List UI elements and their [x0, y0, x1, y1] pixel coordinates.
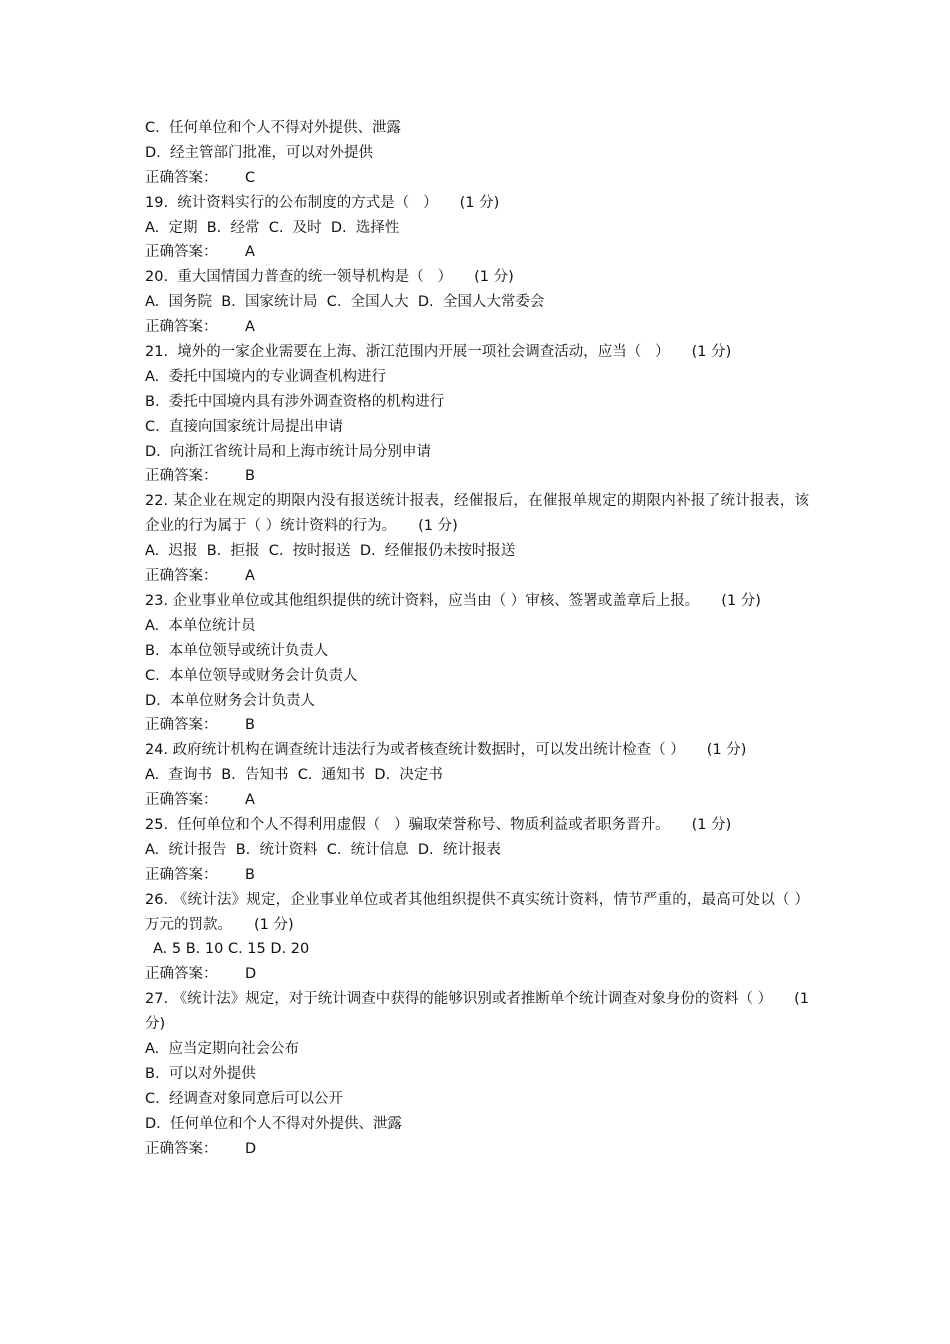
question-line	[145, 987, 809, 1037]
option-line: A. 迟报 B. 拒报 C. 按时报送 D. 经催报仍未按时报送	[145, 543, 516, 560]
question-line	[145, 888, 809, 938]
option-line: A. 5 B. 10 C. 15 D. 20	[153, 941, 310, 958]
option-line: C. 直接向国家统计局提出申请	[145, 418, 343, 435]
answer-value: A	[245, 319, 255, 336]
answer-line	[145, 962, 809, 987]
option-line: A. 应当定期向社会公布	[145, 1041, 299, 1058]
question-text: 21. 境外的一家企业需要在上海、浙江范围内开展一项社会调查活动，应当（ ）	[145, 344, 670, 361]
answer-line	[145, 166, 809, 191]
answer-value: B	[245, 717, 255, 734]
answer-line	[145, 1137, 809, 1162]
answer-line	[145, 240, 809, 265]
option-line: B. 委托中国境内具有涉外调查资格的机构进行	[145, 393, 445, 410]
answer-value: A	[245, 244, 255, 261]
option-line: A. 委托中国境内的专业调查机构进行	[145, 368, 386, 385]
option-line: A. 定期 B. 经常 C. 及时 D. 选择性	[145, 219, 400, 236]
question-line	[145, 489, 809, 539]
question-line	[145, 191, 809, 216]
answer-line	[145, 315, 809, 340]
option-line: B. 本单位领导或统计负责人	[145, 642, 329, 659]
option-line: D. 任何单位和个人不得对外提供、泄露	[145, 1115, 402, 1132]
option-line: C. 经调查对象同意后可以公开	[145, 1090, 343, 1107]
option-line: B. 可以对外提供	[145, 1065, 256, 1082]
question-points: (1 分)	[691, 344, 732, 361]
question-line	[145, 738, 809, 763]
answer-value: A	[245, 792, 255, 809]
answer-line	[145, 863, 809, 888]
question-line	[145, 265, 809, 290]
question-text: 20. 重大国情国力普查的统一领导机构是（ ）	[145, 269, 453, 286]
option-line: A. 查询书 B. 告知书 C. 通知书 D. 决定书	[145, 767, 443, 784]
option-line: D. 经主管部门批准，可以对外提供	[145, 144, 373, 161]
option-line: D. 本单位财务会计负责人	[145, 692, 315, 709]
option-line: A. 本单位统计员	[145, 617, 256, 634]
option-line: D. 向浙江省统计局和上海市统计局分别申请	[145, 443, 431, 460]
question-text: 19. 统计资料实行的公布制度的方式是（ ）	[145, 194, 438, 211]
question-line	[145, 340, 809, 365]
answer-label: 正确答案：	[145, 169, 218, 186]
option-line: C. 任何单位和个人不得对外提供、泄露	[145, 120, 401, 136]
question-points: (1 分)	[721, 592, 761, 609]
answer-label: 正确答案：	[145, 244, 218, 261]
answer-label: 正确答案：	[145, 717, 218, 734]
answer-value: B	[245, 468, 255, 485]
question-text: 25. 任何单位和个人不得利用虚假（ ）骗取荣誉称号、物质利益或者职务晋升。	[145, 817, 670, 833]
answer-label: 正确答案：	[145, 319, 218, 336]
question-line	[145, 589, 809, 614]
answer-label: 正确答案：	[145, 792, 218, 809]
answer-label: 正确答案：	[145, 866, 218, 883]
answer-label: 正确答案：	[145, 966, 218, 983]
answer-line	[145, 713, 809, 738]
question-line	[145, 813, 809, 838]
answer-value: C	[245, 169, 256, 186]
option-line: C. 本单位领导或财务会计负责人	[145, 667, 358, 684]
answer-line	[145, 564, 809, 589]
answer-value: B	[245, 866, 255, 883]
question-points: (1 分)	[254, 916, 294, 933]
question-points: (1 分)	[145, 991, 809, 1033]
answer-label: 正确答案：	[145, 568, 218, 585]
question-text: 24. 政府统计机构在调查统计违法行为或者核查统计数据时，可以发出统计检查（ ）	[145, 742, 685, 759]
question-points: (1 分)	[706, 742, 747, 759]
answer-value: A	[245, 568, 255, 585]
answer-value: D	[245, 966, 257, 983]
option-line: A. 统计报告 B. 统计资料 C. 统计信息 D. 统计报表	[145, 841, 501, 858]
question-text: 22. 某企业在规定的期限内没有报送统计报表，经催报后，在催报单规定的期限内补报了统计报表，该企业的行为属于（ ）统计资料的行为。	[145, 493, 809, 535]
answer-value: D	[245, 1140, 257, 1157]
question-text: 26. 《统计法》规定，企业事业单位或者其他组织提供不真实统计资料，情节严重的，最高可处以（ ）万元的罚款。	[145, 891, 809, 933]
answer-label: 正确答案：	[145, 468, 218, 485]
question-text: 27. 《统计法》规定，对于统计调查中获得的能够识别或者推断单个统计调查对象身份的资料（ ）	[145, 991, 773, 1008]
answer-label: 正确答案：	[145, 1140, 218, 1157]
question-points: (1 分)	[474, 269, 514, 286]
option-line: A. 国务院 B. 国家统计局 C. 全国人大 D. 全国人大常委会	[145, 294, 545, 311]
question-text: 23. 企业事业单位或其他组织提供的统计资料，应当由（ ）审核、签署或盖章后上报。	[145, 592, 700, 609]
exam-document	[145, 116, 809, 1162]
question-points: (1 分)	[459, 194, 500, 211]
answer-line	[145, 464, 809, 489]
question-points: (1 分)	[418, 518, 458, 535]
question-points: (1 分)	[691, 817, 732, 833]
answer-line	[145, 788, 809, 813]
